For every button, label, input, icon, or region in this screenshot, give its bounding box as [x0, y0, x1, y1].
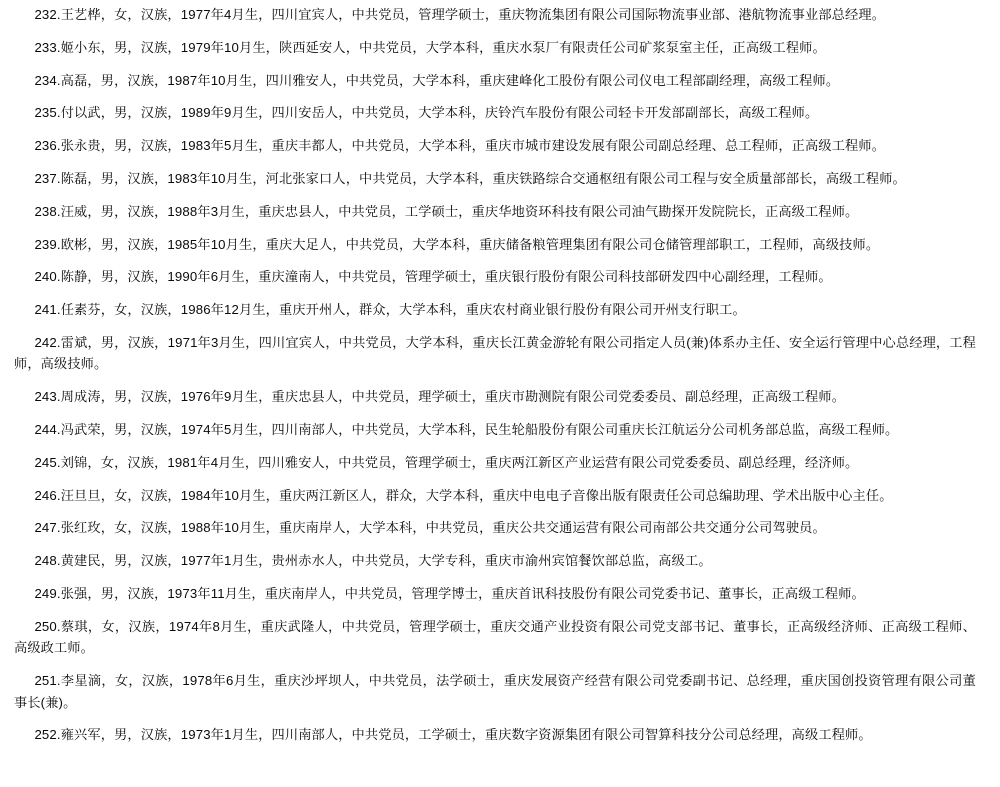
list-item: 232.王艺桦，女，汉族，1977年4月生，四川宜宾人，中共党员，管理学硕士，重庆物流集团有限公司国际物流事业部、港航物流事业部总经理。 — [34, 7, 886, 22]
list-item: 247.张红玫，女，汉族，1988年10月生，重庆南岸人，大学本科，中共党员，重庆公共交通运营有限公司南部公共交通分公司驾驶员。 — [34, 520, 826, 536]
list-item: 234.高磊，男，汉族，1987年10月生，四川雅安人，中共党员，大学本科，重庆建峰化工股份有限公司仪电工程部副经理，高级工程师。 — [34, 72, 840, 88]
list-item: 238.汪威，男，汉族，1988年3月生，重庆忠县人，中共党员，工学硕士，重庆华地资环科技有限公司油气勘探开发院院长，正高级工程师。 — [34, 203, 859, 219]
list-item: 244.冯武荣，男，汉族，1974年5月生，四川南部人，中共党员，大学本科，民生轮船股份有限公司重庆长江航运分公司机务部总监，高级工程师。 — [34, 422, 899, 438]
list-item: 251.李星滴，女，汉族，1978年6月生，重庆沙坪坝人，中共党员，法学硕士，重庆发展资产经营有限公司党委副书记、总经理，重庆国创投资管理有限公司董事长(兼)。 — [14, 673, 976, 710]
list-item: 246.汪旦旦，女，汉族，1984年10月生，重庆两江新区人，群众，大学本科，重庆中电电子音像出版有限责任公司总编助理、学术出版中心主任。 — [34, 487, 893, 503]
list-item: 250.蔡琪，女，汉族，1974年8月生，重庆武隆人，中共党员，管理学硕士，重庆交通产业投资有限公司党支部书记、董事长，正高级经济师、正高级工程师、高级政工师。 — [14, 618, 976, 656]
list-item: 249.张强，男，汉族，1973年11月生，重庆南岸人，中共党员，管理学博士，重庆首讯科技股份有限公司党委书记、董事长，正高级工程师。 — [34, 586, 865, 602]
list-item: 243.周成涛，男，汉族，1976年9月生，重庆忠县人，中共党员，理学硕士，重庆市勘测院有限公司党委委员、副总经理，正高级工程师。 — [34, 389, 846, 405]
list-item: 248.黄建民，男，汉族，1977年1月生，贵州赤水人，中共党员，大学专科，重庆市渝州宾馆餐饮部总监，高级工。 — [34, 553, 712, 569]
list-item: 233.姬小东，男，汉族，1979年10月生，陕西延安人，中共党员，大学本科，重庆水泵厂有限责任公司矿浆泵室主任，正高级工程师。 — [34, 39, 826, 55]
list-item: 236.张永贵，男，汉族，1983年5月生，重庆丰都人，中共党员，大学本科，重庆市城市建设发展有限公司副总经理、总工程师，正高级工程师。 — [34, 138, 886, 154]
list-item: 252.雍兴军，男，汉族，1973年1月生，四川南部人，中共党员，工学硕士，重庆数字资源集团有限公司智算科技分公司总经理，高级工程师。 — [34, 727, 872, 743]
list-item: 245.刘锦，女，汉族，1981年4月生，四川雅安人，中共党员，管理学硕士，重庆两江新区产业运营有限公司党委委员、副总经理，经济师。 — [34, 454, 859, 470]
list-item: 239.欧彬，男，汉族，1985年10月生，重庆大足人，中共党员，大学本科，重庆储备粮管理集团有限公司仓储管理部职工，工程师，高级技师。 — [34, 236, 880, 252]
list-item: 235.付以武，男，汉族，1989年9月生，四川安岳人，中共党员，大学本科，庆铃汽车股份有限公司轻卡开发部副部长，高级工程师。 — [34, 105, 819, 121]
list-item: 242.雷斌，男，汉族，1971年3月生，四川宜宾人，中共党员，大学本科，重庆长江黄金游轮有限公司指定人员(兼)体系办主任、安全运行管理中心总经理，工程师，高级技师。 — [14, 334, 976, 372]
list-item: 240.陈静，男，汉族，1990年6月生，重庆潼南人，中共党员，管理学硕士，重庆银行股份有限公司科技部研发四中心副经理，工程师。 — [34, 269, 832, 285]
list-item: 241.任素芬，女，汉族，1986年12月生，重庆开州人，群众，大学本科，重庆农村商业银行股份有限公司开州支行职工。 — [34, 302, 746, 318]
list-item: 237.陈磊，男，汉族，1983年10月生，河北张家口人，中共党员，大学本科，重庆铁路综合交通枢纽有限公司工程与安全质量部部长，高级工程师。 — [34, 170, 906, 186]
